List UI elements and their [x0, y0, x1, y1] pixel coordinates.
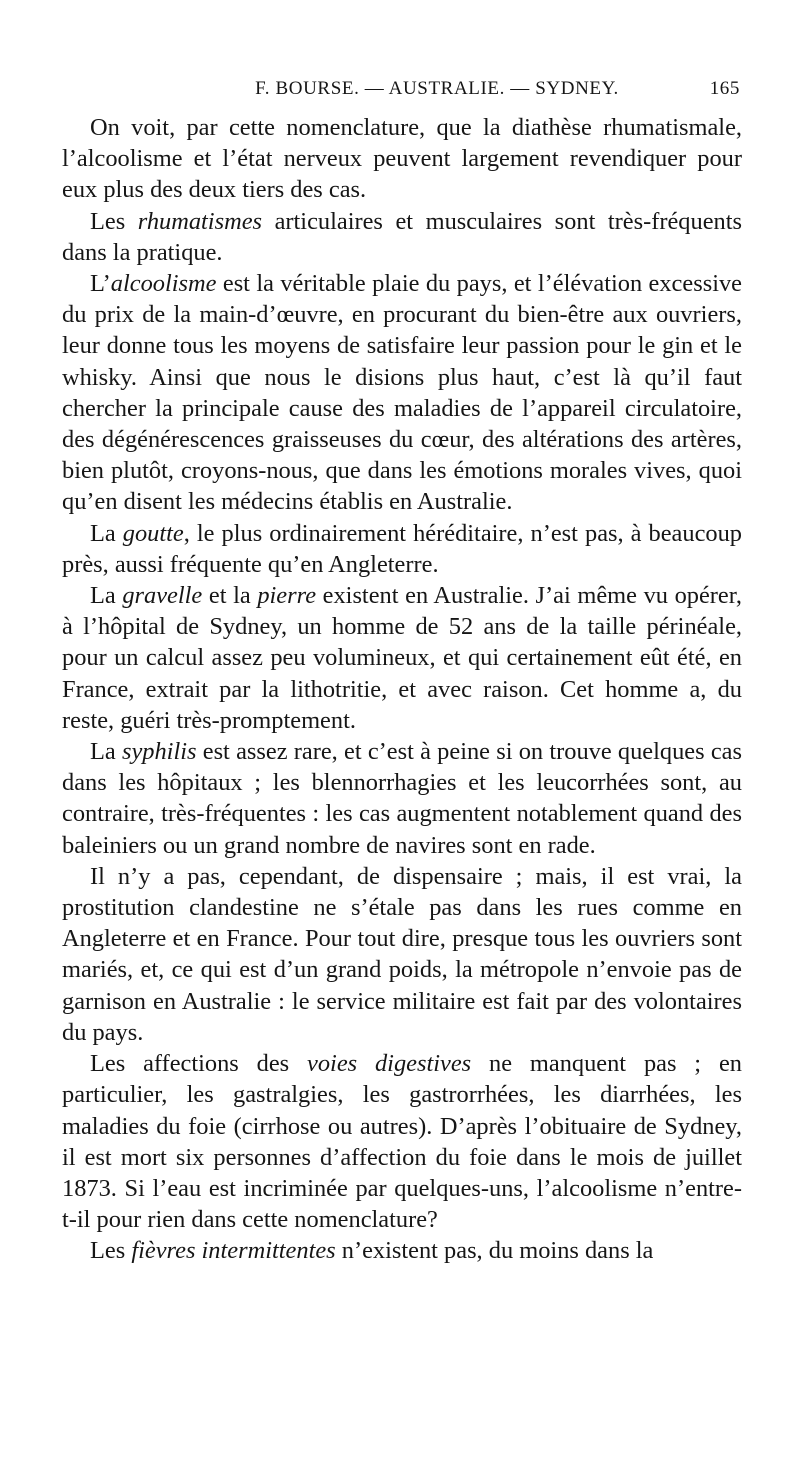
- body-text: [62, 112, 742, 1267]
- text-run: Les: [90, 207, 138, 235]
- text-run: , le plus ordinairement héréditaire, n’est pas, à beaucoup près, aussi fréquente qu’en Angleterre.: [62, 519, 742, 578]
- italic-term: pierre: [257, 582, 317, 610]
- italic-term: syphilis: [121, 738, 197, 766]
- text-run: La: [90, 519, 123, 547]
- text-run: On voit, par cette nomenclature, que la diathèse rhumatismale, l’alcoolisme et l’état nerveux peuvent largement revendiquer pour eux plus des deux tiers des cas.: [62, 114, 742, 204]
- text-run: La: [90, 582, 123, 610]
- text-run: articulaires et musculaires sont très-fréquents dans la pratique.: [62, 207, 742, 266]
- text-run: existent en Australie. J’ai même vu opérer, à l’hôpital de Sydney, un homme de 52 ans de la taille périnéale, pour un calcul assez peu volumineux, et qui certainement eût été, en France, extrait par la lithotritie, et avec raison. Cet homme a, du reste, guéri très-promptement.: [62, 582, 742, 734]
- italic-term: alcoolisme: [110, 270, 217, 298]
- text-run: est la véritable plaie du pays, et l’élévation excessive du prix de la main-d’œuvre, en procurant du bien-être aux ouvriers, leur donne tous les moyens de satisfaire leur passion pour le gin et le whisky. Ainsi que nous le disions plus haut, c’est là qu’il faut chercher la principale cause des maladies de l’appareil circulatoire, des dégénérescences graisseuses du cœur, des altérations des artères, bien plutôt, croyons-nous, que dans les émotions morales vives, quoi qu’en disent les médecins établis en Australie.: [62, 270, 742, 516]
- text-run: La: [90, 738, 122, 766]
- paragraph: [62, 580, 742, 736]
- italic-term: voies digestives: [307, 1050, 472, 1078]
- italic-term: rhumatismes: [137, 207, 263, 235]
- text-run: ne manquent pas ; en particulier, les gastralgies, les gastrorrhées, les diarrhées, les maladies du foie (cirrhose ou autres). D’après l’obituaire de Sydney, il est mort six personnes d’affection du foie dans le mois de juillet 1873. Si l’eau est incriminée par quelques-uns, l’alcoolisme n’entre-t-il pour rien dans cette nomenclature?: [62, 1050, 742, 1234]
- text-run: Les affections des: [90, 1050, 308, 1078]
- italic-term: goutte: [122, 519, 184, 547]
- running-title: F. BOURSE. — AUSTRALIE. — SYDNEY.: [255, 78, 619, 99]
- paragraph: [62, 1048, 742, 1235]
- paragraph: [62, 1235, 742, 1266]
- paragraph: [62, 206, 742, 268]
- text-run: L’: [90, 270, 111, 298]
- running-header: [62, 78, 742, 108]
- text-run: est assez rare, et c’est à peine si on trouve quelques cas dans les hôpitaux ; les blennorrhagies et les leucorrhées sont, au contraire, très-fréquentes : les cas augmentent notablement quand des baleiniers ou un grand nombre de navires sont en rade.: [62, 738, 742, 859]
- italic-term: fièvres intermittentes: [131, 1237, 336, 1265]
- paragraph: [62, 736, 742, 861]
- text-run: Les: [90, 1237, 132, 1265]
- paragraph: [62, 518, 742, 580]
- paragraph: [62, 268, 742, 518]
- text-run: n’existent pas, du moins dans la: [335, 1237, 654, 1265]
- page-number: 165: [709, 78, 740, 99]
- paragraph: [62, 112, 742, 206]
- text-run: et la: [202, 582, 258, 610]
- paragraph: [62, 861, 742, 1048]
- text-run: Il n’y a pas, cependant, de dispensaire ; mais, il est vrai, la prostitution clandestine ne s’étale pas dans les rues comme en Angleterre et en France. Pour tout dire, presque tous les ouvriers sont mariés, et, ce qui est d’un grand poids, la métropole n’envoie pas de garnison en Australie : le service militaire est fait par des volontaires du pays.: [62, 862, 742, 1046]
- italic-term: gravelle: [122, 582, 203, 610]
